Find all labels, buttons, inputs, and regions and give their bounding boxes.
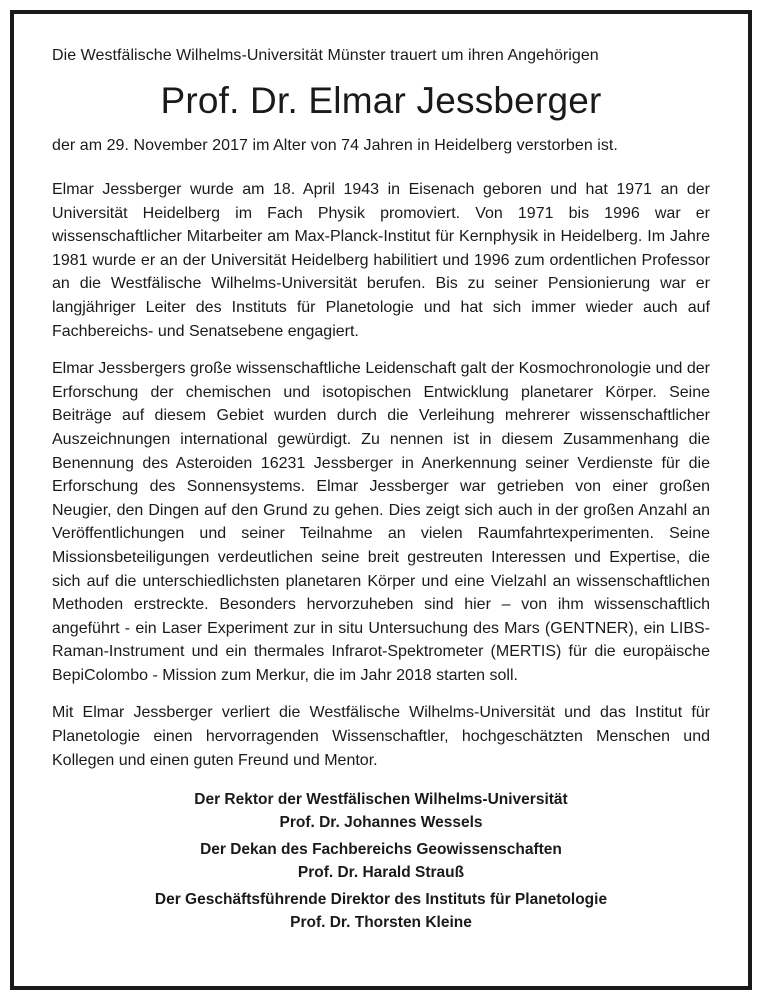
deceased-name: Prof. Dr. Elmar Jessberger [160, 80, 602, 121]
signature-block [52, 788, 710, 934]
signature-person: Prof. Dr. Thorsten Kleine [290, 914, 472, 932]
signature-role: Der Rektor der Westfälischen Wilhelms-Universität [194, 791, 568, 809]
intro-line: Die Westfälische Wilhelms-Universität Münster trauert um ihren Angehörigen [52, 47, 599, 64]
research-paragraph: Elmar Jessbergers große wissenschaftliche Leidenschaft galt der Kosmochronologie und der Erforschung der chemischen und isotopischen Entwicklung planetarer Körper. Seine Beiträge auf diesem Gebiet wurden durch die Verleihung mehrerer wissenschaftlicher Auszeichnungen international gewürdigt. Zu nennen ist in diesem Zusammenhang die Benennung des Asteroiden 16231 Jessberger in Anerkennung seiner Verdienste für die Erforschung des Sonnensystems. Elmar Jessberger war getrieben von einer großen Neugier, den Dingen auf den Grund zu gehen. Dies zeigt sich auch in der großen Anzahl an Veröffentlichungen und seiner Teilnahme an vielen Raumfahrtexperimenten. Seine Missionsbeteiligungen verdeutlichen seine breit gestreuten Interessen und Expertise, die sich auf die unterschiedlichsten planetaren Körper und eine Vielzahl an wissenschaftlichen Methoden erstreckte. Besonders hervorzuheben sind hier – von ihm wissenschaftlich angeführt - ein Laser Experiment zur in situ Untersuchung des Mars (GENTNER), ein LIBS-Raman-Instrument und ein thermales Infrarot-Spektrometer (MERTIS) für die europäische BepiColombo - Mission zum Merkur, die im Jahr 2018 starten soll. [52, 360, 710, 684]
obituary-notice [10, 10, 752, 990]
signature-person: Prof. Dr. Harald Strauß [297, 864, 465, 882]
signature-dean [52, 838, 710, 884]
signature-person: Prof. Dr. Johannes Wessels [279, 814, 483, 832]
death-line: der am 29. November 2017 im Alter von 74 Jahren in Heidelberg verstorben ist. [52, 137, 618, 154]
signature-role: Der Dekan des Fachbereichs Geowissenschaften [200, 841, 562, 859]
biography-paragraph: Elmar Jessberger wurde am 18. April 1943 in Eisenach geboren und hat 1971 an der Universität Heidelberg im Fach Physik promoviert. Von 1971 bis 1996 war er wissenschaftlicher Mitarbeiter am Max-Planck-Institut für Kernphysik in Heidelberg. Im Jahre 1981 wurde er an der Universität Heidelberg habilitiert und 1996 zum ordentlichen Professor an die Westfälische Wilhelms-Universität berufen. Bis zu seiner Pensionierung war er langjähriger Leiter des Instituts für Planetologie und hat sich immer wieder auch auf Fachbereichs- und Senatsebene engagiert. [52, 181, 710, 340]
signature-director [52, 888, 710, 934]
notice-content [52, 44, 710, 938]
tribute-paragraph: Mit Elmar Jessberger verliert die Westfälische Wilhelms-Universität und das Institut für Planetologie einen hervorragenden Wissenschaftler, hochgeschätzten Menschen und Kollegen und einen guten Freund und Mentor. [52, 704, 710, 769]
signature-rector [52, 788, 710, 834]
signature-role: Der Geschäftsführende Direktor des Instituts für Planetologie [154, 891, 608, 909]
